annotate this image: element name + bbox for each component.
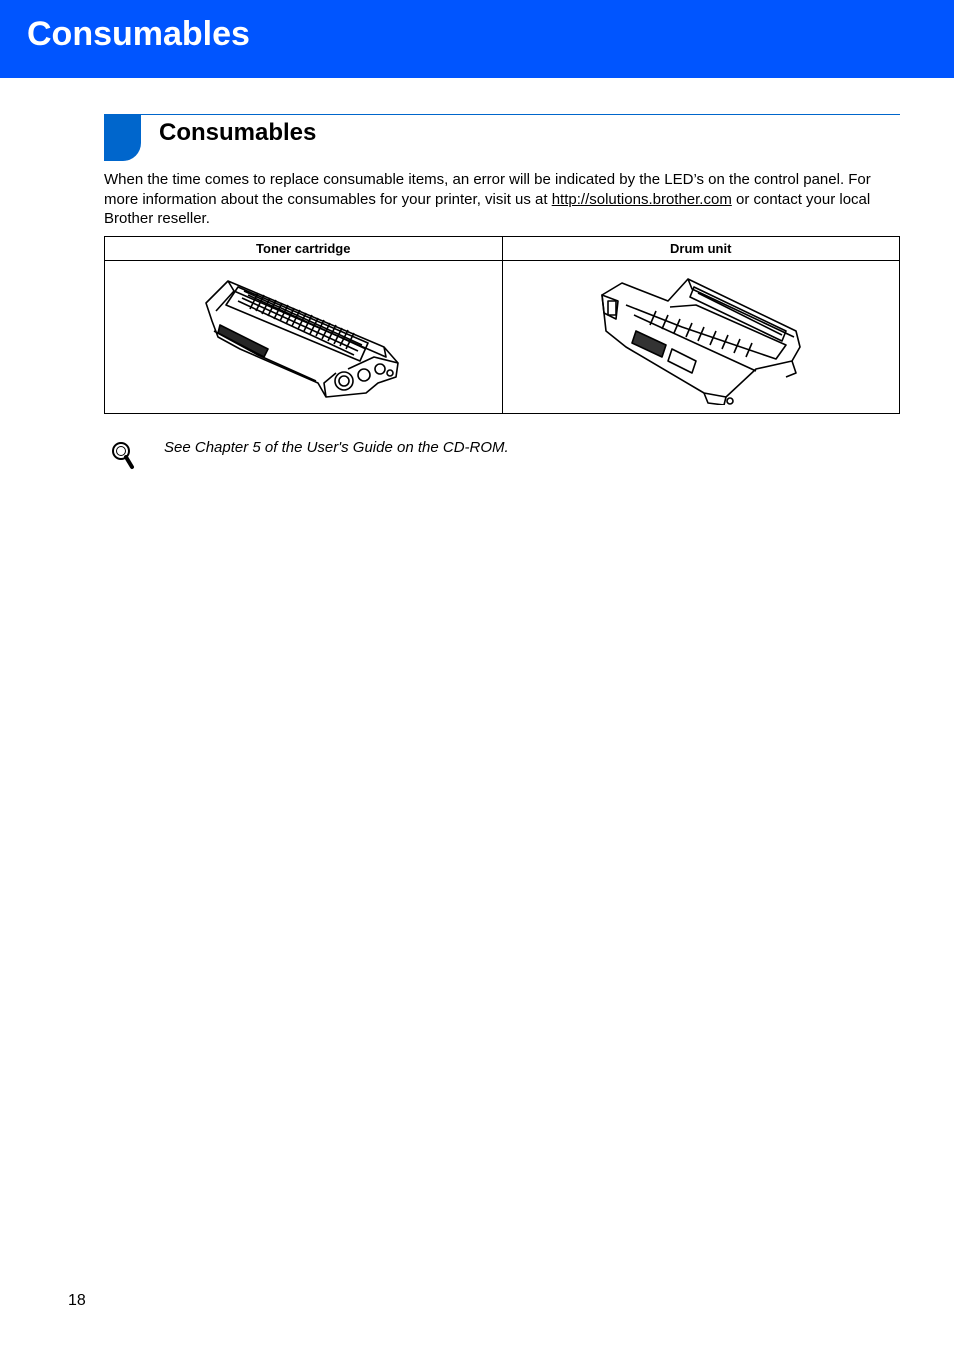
intro-text-end: or contact your local Brother reseller. xyxy=(104,190,871,227)
magnifier-icon xyxy=(110,440,136,470)
page-number: 18 xyxy=(68,1292,86,1309)
drum-unit-illustration xyxy=(596,265,806,405)
toner-cell xyxy=(105,261,503,414)
intro-text-start: When the time comes to replace consumable items, an error will be indicated by the LED’s on the control panel. For more information about the consumables for your printer, visit us at xyxy=(104,171,871,208)
section-rule xyxy=(141,114,900,115)
note-text: See Chapter 5 of the User's Guide on the CD-ROM. xyxy=(164,439,509,456)
solutions-link[interactable]: http://solutions.brother.com xyxy=(551,190,732,208)
section-tab xyxy=(104,114,141,161)
consumables-table xyxy=(104,236,900,414)
drum-cell xyxy=(502,261,900,414)
top-banner xyxy=(0,0,954,78)
section-title: Consumables xyxy=(159,119,317,146)
column-header-toner: Toner cartridge xyxy=(105,237,503,261)
column-header-drum: Drum unit xyxy=(502,237,900,261)
table-row xyxy=(105,261,900,414)
page-header-title: Consumables xyxy=(27,15,250,53)
table-header-row xyxy=(105,237,900,261)
toner-cartridge-illustration xyxy=(198,265,408,405)
intro-paragraph xyxy=(104,170,904,229)
